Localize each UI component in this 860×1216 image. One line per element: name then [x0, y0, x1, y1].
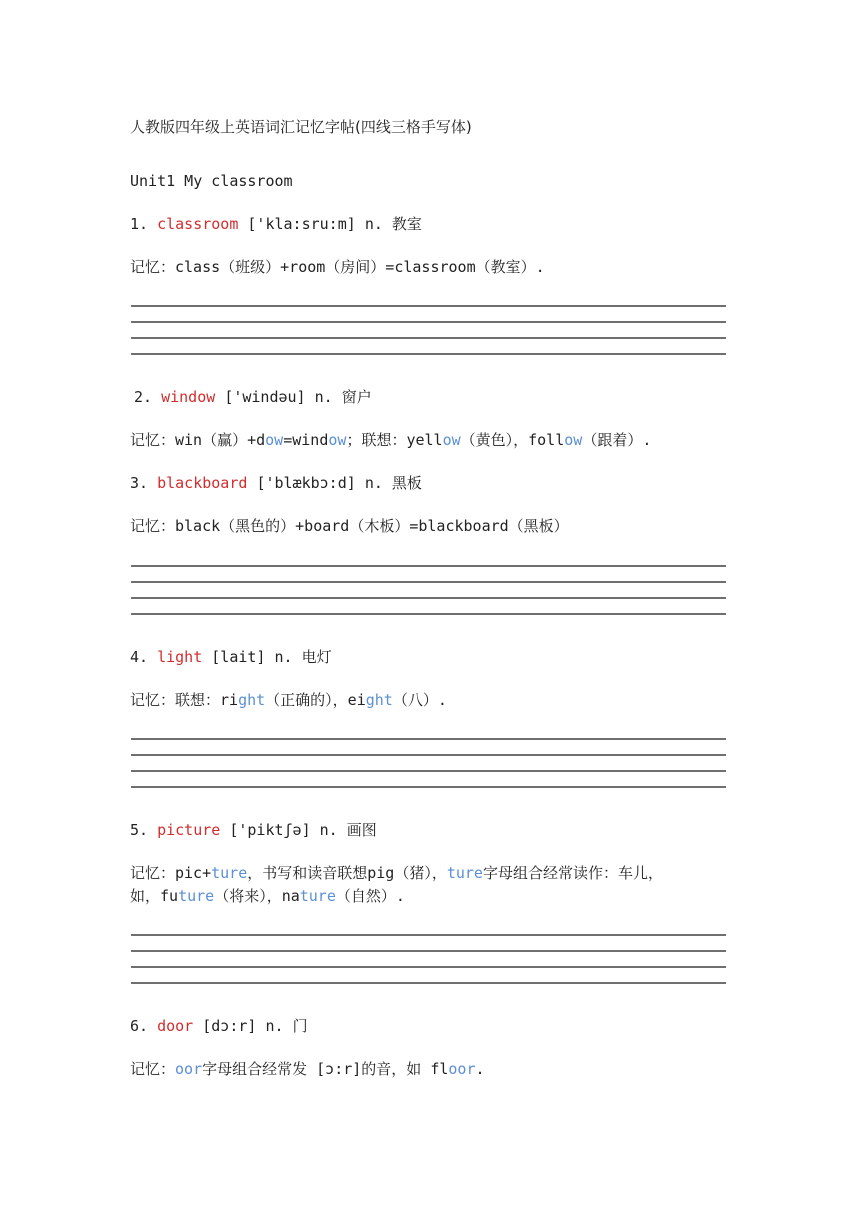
handwriting-lines: [131, 565, 726, 615]
entry-pos: n.: [319, 821, 338, 839]
entry-number: 5.: [130, 821, 149, 839]
entry-light: [130, 647, 820, 667]
handwriting-lines: [131, 738, 726, 788]
entry-window: [134, 387, 820, 407]
memory-note-continued: 如，future（将来），nature（自然）.: [130, 887, 405, 905]
entry-word: blackboard: [157, 474, 248, 492]
entry-blackboard: [130, 473, 820, 493]
entry-pos: n.: [364, 215, 383, 233]
entry-word: door: [157, 1017, 194, 1035]
page-title: 人教版四年级上英语词汇记忆字帖(四线三格手写体): [130, 118, 472, 136]
memory-note: 记忆：black（黑色的）+board（木板）=blackboard（黑板）: [130, 517, 569, 535]
entry-phonetic: ['piktʃə]: [229, 821, 311, 839]
entry-number: 3.: [130, 474, 149, 492]
entry-classroom: [130, 214, 820, 234]
entry-meaning: 电灯: [301, 648, 332, 666]
entry-number: 4.: [130, 648, 149, 666]
entry-phonetic: ['windəu]: [224, 388, 306, 406]
memory-note: 记忆：win（赢）+dow=window；联想：yellow（黄色），follow（跟着）.: [130, 431, 652, 449]
memory-note: 记忆：pic+ture，书写和读音联想pig（猪），ture字母组合经常读作：车儿，: [130, 864, 663, 882]
entry-meaning: 画图: [346, 821, 377, 839]
memory-note: 记忆：oor字母组合经常发 [ɔ:r]的音，如 floor.: [130, 1060, 485, 1078]
entry-meaning: 窗户: [341, 388, 372, 406]
entry-phonetic: [dɔ:r]: [202, 1017, 257, 1035]
entry-picture: [130, 820, 820, 840]
handwriting-lines: [131, 305, 726, 355]
entry-phonetic: [lait]: [211, 648, 266, 666]
entry-phonetic: ['kla:sru:m]: [247, 215, 356, 233]
entry-pos: n.: [274, 648, 293, 666]
entry-pos: n.: [364, 474, 383, 492]
handwriting-lines: [131, 934, 726, 984]
entry-number: 1.: [130, 215, 149, 233]
unit-heading: Unit1 My classroom: [130, 172, 293, 190]
entry-meaning: 黑板: [391, 474, 422, 492]
entry-pos: n.: [314, 388, 333, 406]
entry-number: 6.: [130, 1017, 149, 1035]
entry-word: light: [157, 648, 203, 666]
entry-phonetic: ['blækbɔ:d]: [256, 474, 356, 492]
entry-word: classroom: [157, 215, 239, 233]
entry-number: 2.: [134, 388, 153, 406]
entry-pos: n.: [265, 1017, 284, 1035]
memory-note: 记忆：class（班级）+room（房间）=classroom（教室）.: [130, 258, 545, 276]
memory-note: 记忆：联想：right（正确的），eight（八）.: [130, 691, 447, 709]
entry-word: picture: [157, 821, 221, 839]
entry-meaning: 门: [292, 1017, 308, 1035]
entry-meaning: 教室: [391, 215, 422, 233]
entry-word: window: [161, 388, 216, 406]
entry-door: [130, 1016, 820, 1036]
